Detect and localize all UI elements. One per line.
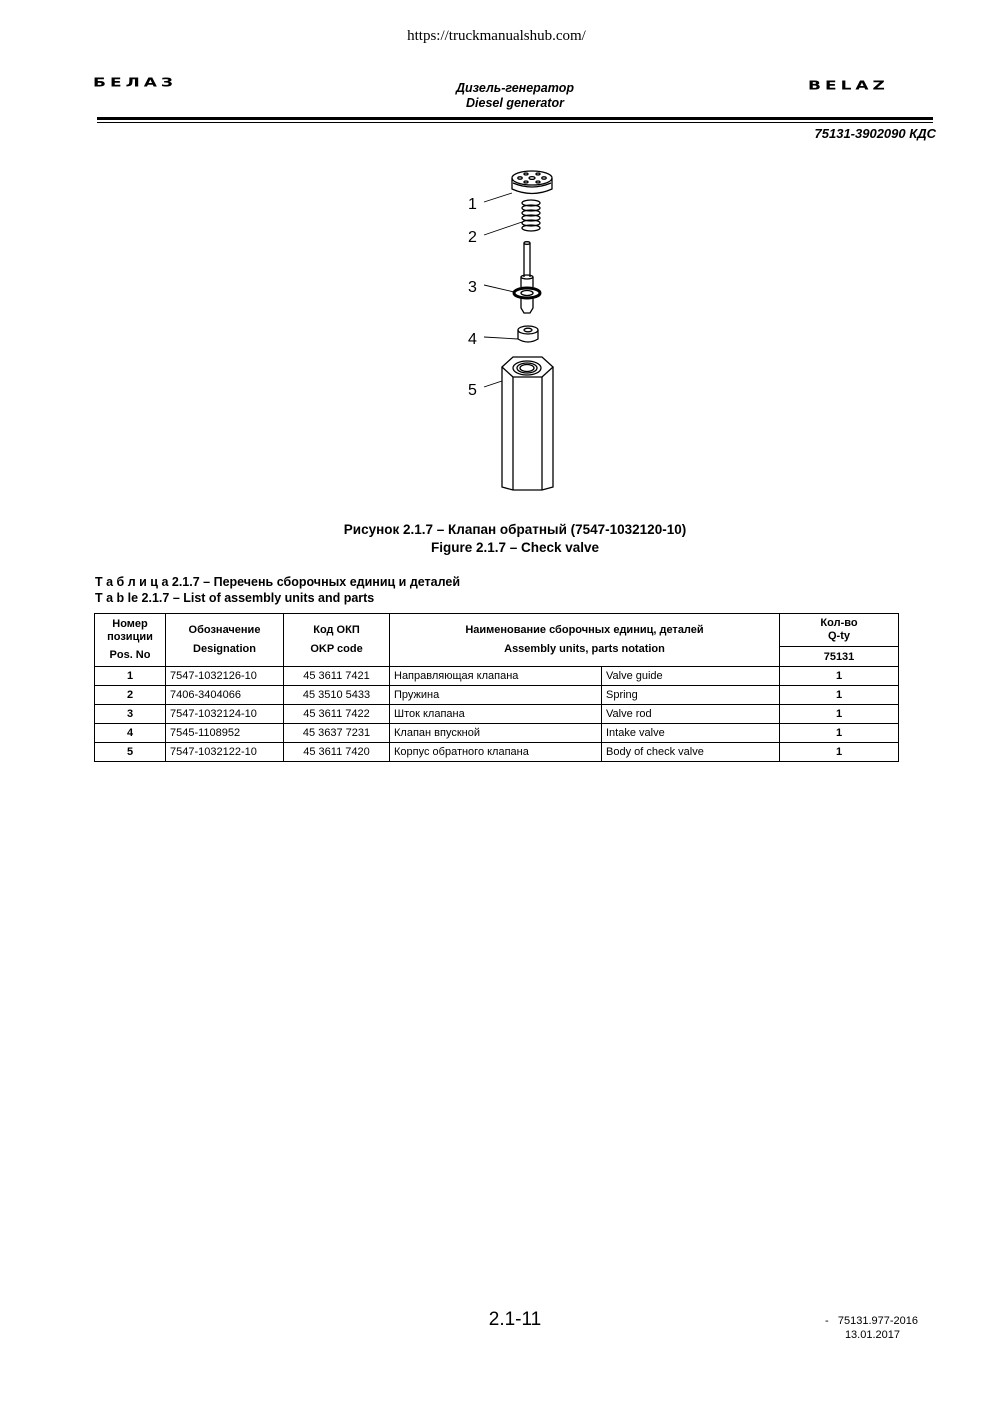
header-pos-ru: Номер позиции [107, 618, 153, 643]
header-name [390, 614, 780, 667]
footer-ref-dash: - [825, 1315, 829, 1327]
callout-2: 2 [468, 229, 477, 246]
part-valve-rod-drawing [514, 242, 540, 313]
header-designation-ru: Обозначение [188, 624, 261, 636]
table-row [95, 743, 899, 762]
cell-designation: 7406-3404066 [166, 686, 284, 705]
figure-caption-en: Figure 2.1.7 – Check valve [430, 540, 600, 555]
header-qty [780, 614, 899, 647]
header-pos [95, 614, 166, 667]
part-valve-guide-drawing [512, 171, 552, 194]
table-caption-ru: Т а б л и ц а 2.1.7 – Перечень сборочных единиц и деталей [95, 575, 461, 589]
cell-name-en: Body of check valve [602, 743, 780, 762]
header-rule-thin [97, 122, 933, 123]
cell-qty: 1 [780, 667, 899, 686]
cell-name-en: Spring [602, 686, 780, 705]
part-intake-valve-drawing [518, 326, 538, 342]
footer-reference [820, 1314, 918, 1342]
cell-designation: 7547-1032126-10 [166, 667, 284, 686]
table-caption-en: T a b le 2.1.7 – List of assembly units and parts [95, 591, 375, 605]
header-okp [284, 614, 390, 667]
callout-4: 4 [468, 331, 477, 348]
header-pos-en: Pos. No [109, 649, 151, 661]
cell-designation: 7547-1032122-10 [166, 743, 284, 762]
table-caption [95, 574, 460, 606]
header-title-en: Diesel generator [466, 96, 564, 110]
cell-pos: 2 [95, 686, 166, 705]
header-qty-ru: Кол-во [820, 617, 858, 629]
cell-name-en: Intake valve [602, 724, 780, 743]
cell-qty: 1 [780, 724, 899, 743]
header-title-ru: Дизель-генератор [456, 81, 574, 95]
header-name-en: Assembly units, parts notation [504, 643, 665, 655]
cell-pos: 5 [95, 743, 166, 762]
cell-pos: 1 [95, 667, 166, 686]
cell-name-en: Valve guide [602, 667, 780, 686]
footer-ref-date: 13.01.2017 [844, 1329, 900, 1341]
cell-pos: 4 [95, 724, 166, 743]
cell-pos: 3 [95, 705, 166, 724]
cell-qty: 1 [780, 686, 899, 705]
table-row [95, 705, 899, 724]
source-url: https://truckmanualshub.com/ [407, 28, 586, 44]
cell-designation: 7545-1108952 [166, 724, 284, 743]
cell-okp: 45 3611 7420 [284, 743, 390, 762]
cell-qty: 1 [780, 705, 899, 724]
cell-name-ru: Направляющая клапана [390, 667, 602, 686]
part-spring-drawing [522, 200, 540, 231]
cell-name-ru: Клапан впускной [390, 724, 602, 743]
callout-3: 3 [468, 279, 477, 296]
header-designation [166, 614, 284, 667]
header-qty-model: 75131 [780, 647, 899, 667]
callout-1: 1 [468, 196, 477, 213]
check-valve-exploded-drawing [440, 165, 580, 500]
cell-name-ru: Шток клапана [390, 705, 602, 724]
header-okp-ru: Код ОКП [313, 624, 360, 636]
cell-okp: 45 3637 7231 [284, 724, 390, 743]
header-name-ru: Наименование сборочных единиц, деталей [465, 624, 704, 636]
callout-5: 5 [468, 382, 477, 399]
parts-table [94, 613, 899, 762]
header-qty-en: Q-ty [828, 630, 850, 642]
table-row [95, 724, 899, 743]
part-valve-body-drawing [502, 357, 553, 490]
table-row [95, 667, 899, 686]
cell-name-ru: Пружина [390, 686, 602, 705]
footer-ref-code: 75131.977-2016 [837, 1315, 918, 1327]
figure-caption-ru: Рисунок 2.1.7 – Клапан обратный (7547-1032120-10) [343, 522, 687, 537]
cell-okp: 45 3611 7422 [284, 705, 390, 724]
document-number: 75131-3902090 КДС [814, 126, 936, 141]
header-okp-en: OKP code [310, 643, 363, 655]
figure-caption [0, 521, 993, 557]
cell-okp: 45 3611 7421 [284, 667, 390, 686]
cell-okp: 45 3510 5433 [284, 686, 390, 705]
page-number: 2.1-11 [488, 1309, 542, 1330]
belaz-logo-ru: БЕЛАЗ [93, 75, 177, 90]
cell-designation: 7547-1032124-10 [166, 705, 284, 724]
table-row [95, 686, 899, 705]
belaz-logo-en: BELAZ [808, 78, 889, 93]
header-rule-thick [97, 117, 933, 120]
cell-name-ru: Корпус обратного клапана [390, 743, 602, 762]
header-designation-en: Designation [193, 643, 256, 655]
cell-qty: 1 [780, 743, 899, 762]
cell-name-en: Valve rod [602, 705, 780, 724]
